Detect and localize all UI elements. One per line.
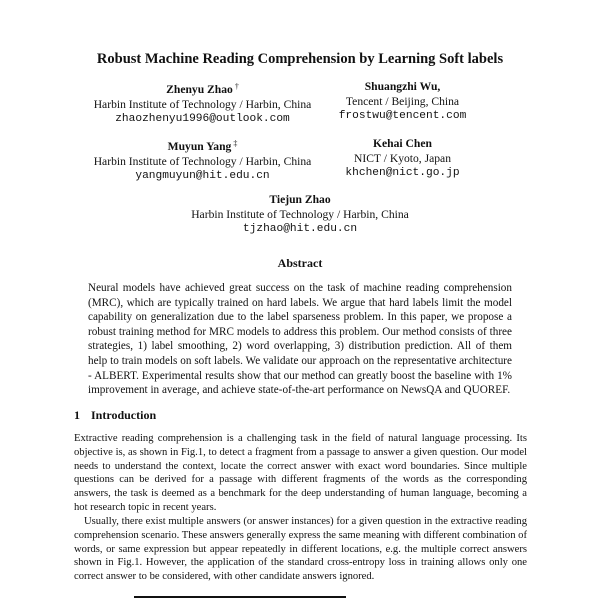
author-name: Kehai Chen — [373, 137, 432, 150]
abstract-heading: Abstract — [277, 256, 323, 270]
author-name: Muyun Yang — [167, 140, 232, 153]
author-affiliation: NICT / Kyoto, Japan — [353, 152, 452, 165]
author-email: yangmuyun@hit.edu.cn — [135, 170, 270, 182]
author-name: Shuangzhi Wu, — [364, 80, 441, 93]
footnote-rule — [134, 596, 346, 598]
author-mark: ‡ — [233, 139, 238, 148]
body-paragraph: Usually, there exist multiple answers (or answer instances) for a given question in the extractive reading comprehension scenario. These answers generally express the same meaning with different combination of words, or same expression but appear repeatedly in different locations, e.g. the multiple correct answers shown in Fig.1. However, the application of the standard cross-entropy loss in training allows only one correct answer to be considered, with other candidate answers ignored. — [74, 516, 527, 583]
author-block — [60, 136, 345, 184]
author-block — [310, 79, 495, 124]
abstract-text: Neural models have achieved great success on the task of machine reading comprehension (MRC), which are typically trained on hard labels. We argue that hard labels limit the model capability on generalization due to the label sparseness problem. In this paper, we propose a robust training method for MRC models to address this problem. Our method consists of three strategies, 1) label smoothing, 2) word overlapping, 3) distribution prediction. All of them help to train models on soft labels. We validate our approach on the representative architecture - ALBERT. Experimental results show that our method can greatly boost the baseline with 1% improvement in average, and achieve state-of-the-art performance on NewsQA and QUOREF. — [88, 282, 512, 397]
section-title: Introduction — [91, 408, 157, 422]
author-block — [150, 192, 450, 237]
section-number: 1 — [74, 408, 80, 422]
author-mark: † — [234, 82, 239, 91]
author-affiliation: Harbin Institute of Technology / Harbin, China — [93, 98, 312, 111]
author-email: zhaozhenyu1996@outlook.com — [115, 113, 290, 125]
author-name: Tiejun Zhao — [269, 193, 331, 206]
author-affiliation: Harbin Institute of Technology / Harbin, China — [191, 208, 409, 221]
author-email: khchen@nict.go.jp — [345, 167, 460, 179]
author-affiliation: Harbin Institute of Technology / Harbin, China — [93, 155, 312, 168]
author-email: frostwu@tencent.com — [338, 110, 467, 122]
author-block — [60, 79, 345, 127]
author-email: tjzhao@hit.edu.cn — [242, 223, 358, 235]
body-paragraph: Extractive reading comprehension is a challenging task in the field of natural language processing. Its objective is, as shown in Fig.1, to detect a fragment from a passage to answer a given question. Our model needs to understand the context, locate the correct answer with exact word boundaries. Since multiple questions can be derived for a passage with different fragments of the words as the corresponding answers, the task is deemed as a benchmark for the deep understanding of human language, becoming a hot research topic in recent years. — [74, 433, 527, 513]
author-block — [310, 136, 495, 181]
author-name: Zhenyu Zhao — [166, 83, 233, 96]
author-affiliation: Tencent / Beijing, China — [345, 95, 460, 108]
section-heading — [74, 408, 156, 423]
paper-title: Robust Machine Reading Comprehension by Learning Soft labels — [96, 51, 504, 67]
